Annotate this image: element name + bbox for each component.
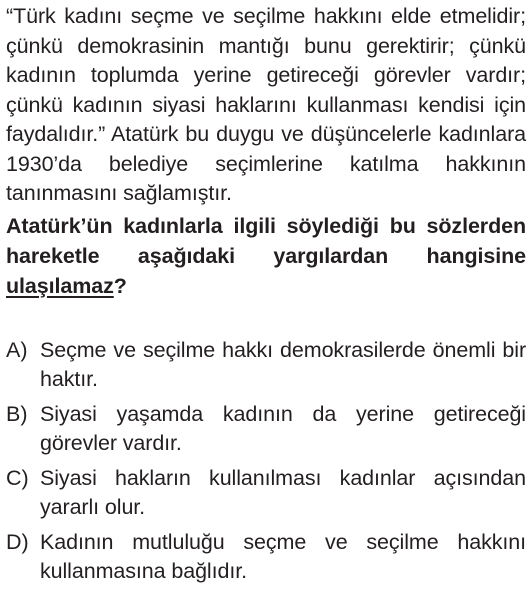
option-a[interactable] <box>6 336 526 395</box>
question-keyword: ulaşılamaz <box>6 273 114 298</box>
option-text: Siyasi yaşamda kadının da yerine getireceği görevler vardır. <box>40 401 526 455</box>
question-stem <box>6 211 526 301</box>
option-letter: B) <box>6 401 28 426</box>
option-d[interactable] <box>6 528 526 587</box>
question-card <box>6 0 526 592</box>
option-c[interactable] <box>6 464 526 523</box>
option-letter: D) <box>6 529 29 554</box>
option-b[interactable] <box>6 400 526 459</box>
passage-text: “Türk kadını seçme ve seçilme hakkını elde etmelidir; çünkü demokrasinin mantığı bunu gerektirir; çünkü kadının toplumda yerine getireceği görevler vardır; çünkü kadının siyasi haklarını kullanması kendisi için faydalıdır.” Atatürk bu duygu ve düşüncelerle kadınlara 1930’da belediye seçimlerine katılma hakkının tanınmasını sağlamıştır. <box>6 4 526 205</box>
option-letter: A) <box>6 337 28 362</box>
option-text: Siyasi hakların kullanılması kadınlar açısından yararlı olur. <box>40 465 526 519</box>
answer-options <box>6 336 526 587</box>
option-letter: C) <box>6 465 29 490</box>
option-text: Seçme ve seçilme hakkı demokrasilerde önemli bir haktır. <box>40 337 526 391</box>
question-stem-text: Atatürk’ün kadınlarla ilgili söylediği bu sözlerden hareketle aşağıdaki yargılardan hangisine <box>6 213 526 268</box>
question-mark: ? <box>113 273 127 298</box>
option-text: Kadının mutluluğu seçme ve seçilme hakkını kullanmasına bağlıdır. <box>40 529 526 583</box>
